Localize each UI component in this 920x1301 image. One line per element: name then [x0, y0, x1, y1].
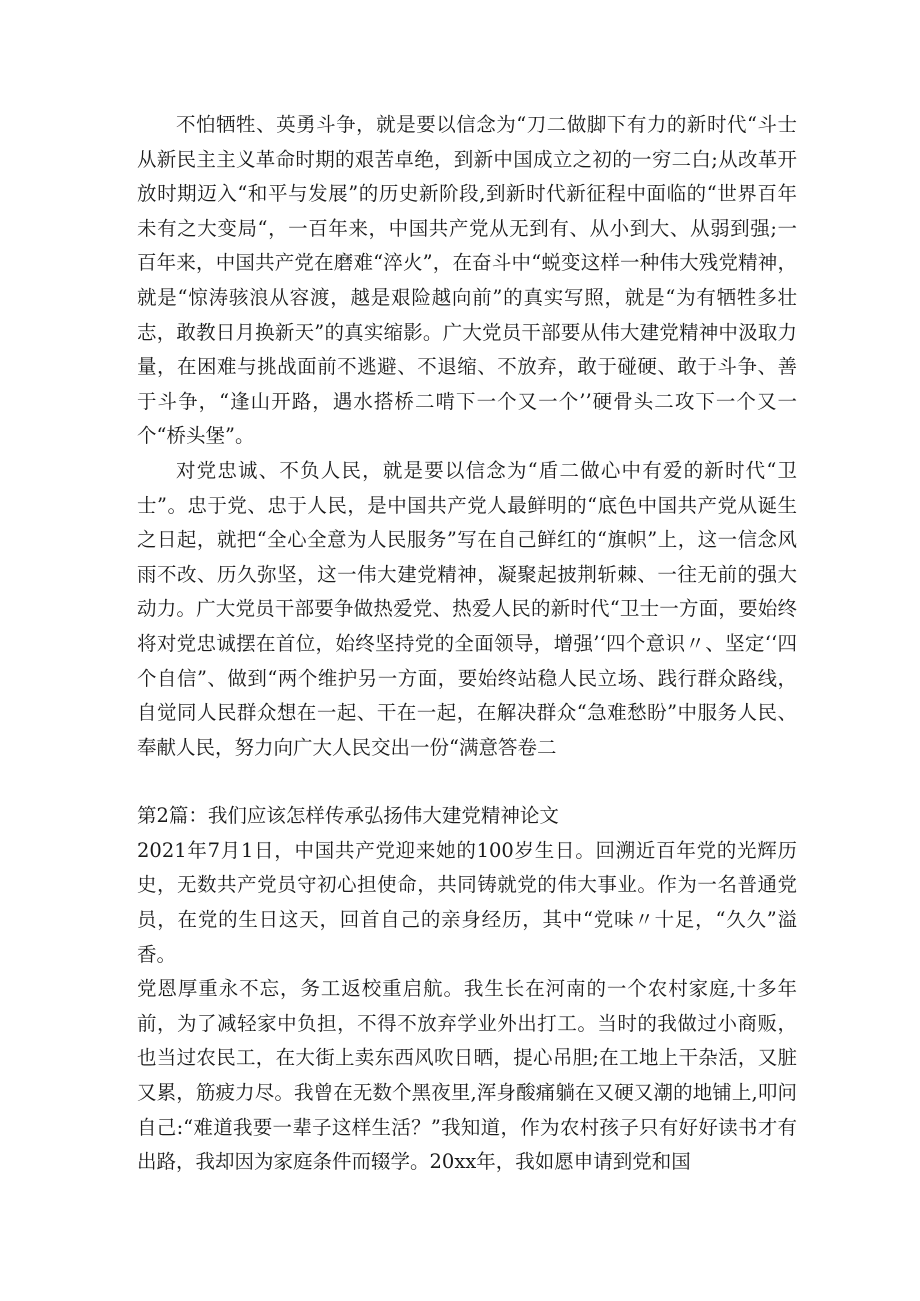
section-title: 第2篇：我们应该怎样传承弘扬伟大建党精神论文 — [137, 804, 559, 828]
body-paragraph: 对党忠诚、不负人民，就是要以信念为“盾二做心中有爱的新时代“卫士”。忠于党、忠于人民，是中国共产党人最鲜明的“底色中国共产党从诞生之日起，就把“全心全意为人民服务”写在自己鲜红的“旗帜”上，这一信念风雨不改、历久弥坚，这一伟大建党精神，凝聚起披荆斩棘、一往无前的强大动力。广大党员干部要争做热爱党、热爱人民的新时代“卫士一方面，要始终将对党忠诚摆在首位，始终坚持党的全面领导，增强’‘四个意识〃、坚定‘‘四个自信”、做到“两个维护另一方面，要始终站稳人民立场、践行群众路线，自觉同人民群众想在一起、干在一起，在解决群众“急难愁盼”中服务人民、奉献人民，努力向广大人民交出一份“满意答卷二 — [137, 458, 797, 759]
body-paragraph: 2021年7月1日，中国共产党迎来她的100岁生日。回溯近百年党的光辉历史，无数共产党员守初心担使命，共同铸就党的伟大事业。作为一名普通党员，在党的生日这天，回首自己的亲身经历，其中“党味〃十足，“久久”溢香。 — [137, 838, 797, 966]
section-spacer — [137, 765, 797, 799]
body-paragraph: 不怕牺牲、英勇斗争，就是要以信念为“刀二做脚下有力的新时代“斗士从新民主主义革命时期的艰苦卓绝，到新中国成立之初的一穷二白;从改革开放时期迈入“和平与发展”的历史新阶段,到新时代新征程中面临的“世界百年未有之大变局“，一百年来，中国共产党从无到有、从小到大、从弱到强;一百年来，中国共产党在磨难“淬火”，在奋斗中“蜕变这样一种伟大残党精神，就是“惊涛骇浪从容渡，越是艰险越向前”的真实写照，就是“为有牺牲多壮志，敢教日月换新天”的真实缩影。广大党员干部要从伟大建党精神中汲取力量，在困难与挑战面前不逃避、不退缩、不放弃，敢于碰硬、敢于斗争、善于斗争，“逢山开路，遇水搭桥二啃下一个又一个’’硬骨头二攻下一个又一个“桥头堡”。 — [137, 113, 797, 448]
document-page — [137, 108, 797, 1180]
body-paragraph: 党恩厚重永不忘，务工返校重启航。我生长在河南的一个农村家庭,十多年前，为了减轻家中负担，不得不放弃学业外出打工。当时的我做过小商贩，也当过农民工，在大街上卖东西风吹日晒，提心吊胆;在工地上干杂活，又脏又累，筋疲力尽。我曾在无数个黑夜里,浑身酸痛躺在又硬又潮的地铺上,叩问自己:“难道我要一辈子这样生活？”我知道，作为农村孩子只有好好读书才有出路，我却因为家庭条件而辍学。20xx年，我如愿申请到党和国 — [137, 977, 797, 1174]
